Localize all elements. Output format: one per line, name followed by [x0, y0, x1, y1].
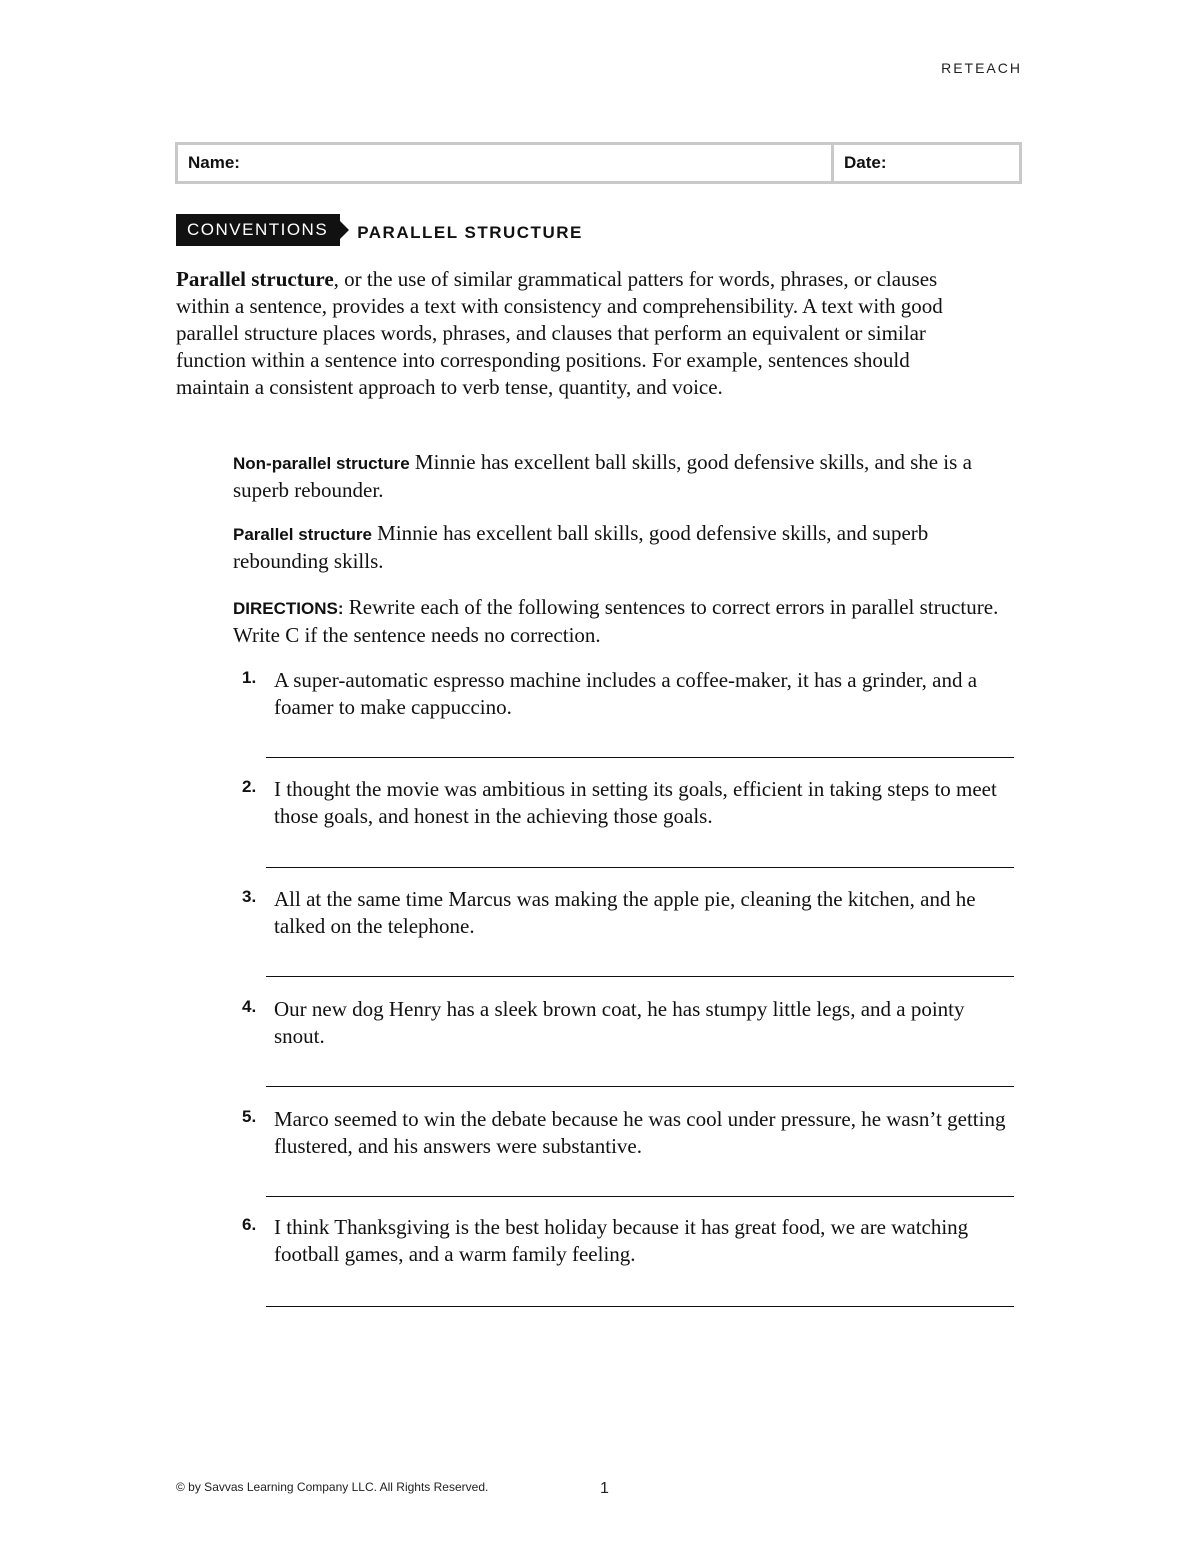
intro-paragraph [176, 266, 956, 401]
question-text: Marco seemed to win the debate because he was cool under pressure, he wasn’t getting flustered, and his answers were substantive. [274, 1107, 1006, 1158]
answer-line[interactable] [266, 1086, 1014, 1087]
tag-arrow-icon [340, 221, 349, 239]
intro-body: , or the use of similar grammatical patters for words, phrases, or clauses within a sentence, provides a text with consistency and comprehensibility. A text with good parallel structure places words, phrases, and clauses that perform an equivalent or similar function within a sentence into corresponding positions. For example, sentences should maintain a consistent approach to verb tense, quantity, and voice. [176, 267, 943, 399]
example-text: Minnie has excellent ball skills, good defensive skills, and superb rebounding skills. [233, 521, 929, 573]
directions [233, 594, 1013, 649]
name-label: Name: [188, 153, 240, 172]
directions-label: DIRECTIONS: [233, 599, 344, 618]
date-label: Date: [844, 153, 887, 172]
question-number: 2. [242, 777, 257, 796]
answer-line[interactable] [266, 757, 1014, 758]
question-number: 4. [242, 997, 257, 1016]
directions-text: Rewrite each of the following sentences to correct errors in parallel structure. Write C if the sentence needs no correction. [233, 595, 999, 647]
question-number: 3. [242, 887, 257, 906]
reteach-label: RETEACH [941, 60, 1022, 76]
example-parallel [233, 520, 973, 575]
section-title: PARALLEL STRUCTURE [357, 223, 583, 242]
question-text: A super-automatic espresso machine includes a coffee-maker, it has a grinder, and a foamer to make cappuccino. [274, 668, 978, 719]
question-text: Our new dog Henry has a sleek brown coat, he has stumpy little legs, and a pointy snout. [274, 997, 965, 1048]
example-label: Non-parallel structure [233, 454, 410, 473]
name-field[interactable] [178, 145, 834, 181]
answer-line[interactable] [266, 976, 1014, 977]
question-number: 6. [242, 1215, 257, 1234]
name-date-box [175, 142, 1022, 184]
answer-line[interactable] [266, 867, 1014, 868]
question-text: I thought the movie was ambitious in setting its goals, efficient in taking steps to meet those goals, and honest in the achieving those goals. [274, 777, 997, 828]
answer-line[interactable] [266, 1196, 1014, 1197]
answer-line[interactable] [266, 1306, 1014, 1307]
page-number: 1 [600, 1480, 609, 1497]
date-field[interactable] [834, 145, 1019, 181]
intro-term: Parallel structure [176, 267, 334, 291]
example-label: Parallel structure [233, 525, 372, 544]
copyright-notice: © by Savvas Learning Company LLC. All Rights Reserved. [176, 1480, 489, 1494]
section-banner [176, 214, 583, 246]
example-text: Minnie has excellent ball skills, good defensive skills, and she is a superb rebounder. [233, 450, 972, 502]
conventions-tag: CONVENTIONS [176, 214, 340, 246]
question-text: I think Thanksgiving is the best holiday because it has great food, we are watching football games, and a warm family feeling. [274, 1215, 969, 1266]
example-non-parallel [233, 449, 973, 504]
question-number: 5. [242, 1107, 257, 1126]
question-text: All at the same time Marcus was making the apple pie, cleaning the kitchen, and he talked on the telephone. [274, 887, 976, 938]
question-number: 1. [242, 668, 257, 687]
